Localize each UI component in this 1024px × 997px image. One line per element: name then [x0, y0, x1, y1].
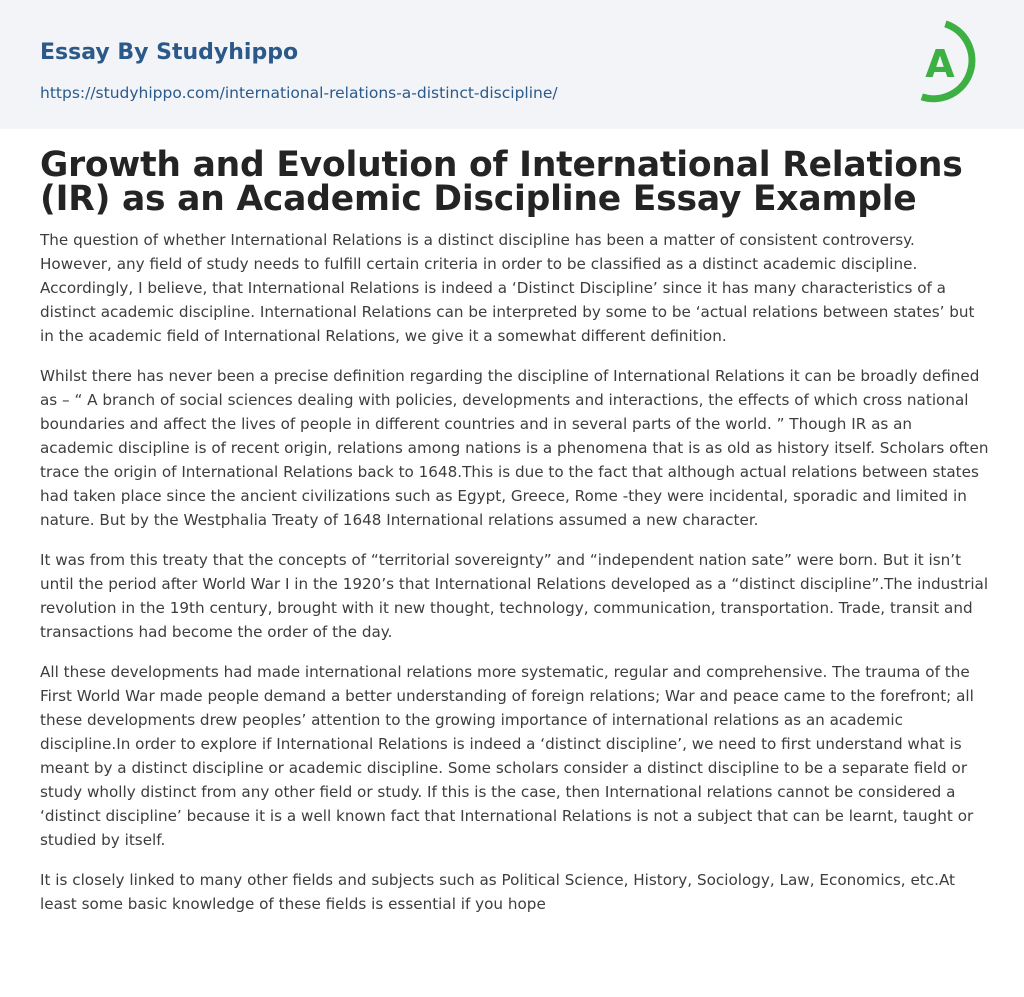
- article-paragraph-5: It is closely linked to many other fields and subjects such as Political Science, History, Sociology, Law, Economics, etc.At least some basic knowledge of these fields is essential if you hope: [40, 871, 956, 913]
- article-paragraph-4: All these developments had made international relations more systematic, regular and comprehensive. The trauma of the First World War made people demand a better understanding of foreign relations; War and peace came to the forefront; all these developments drew peoples’ attention to the growing importance of international relations as an academic discipline.In order to explore if International Relations is indeed a ‘distinct discipline’, we need to first understand what is meant by a distinct discipline or academic discipline. Some scholars consider a distinct discipline to be a separate field or study wholly distinct from any other field or study. If this is the case, then International relations cannot be considered a ‘distinct discipline’ because it is a well known fact that International Relations is not a subject that can be learnt, taught or studied by itself.: [40, 663, 974, 849]
- article-paragraph-2: Whilst there has never been a precise definition regarding the discipline of International Relations it can be broadly defined as – “ A branch of social sciences dealing with policies, developments and interactions, the effects of which cross national boundaries and affect the lives of people in different countries and in several parts of the world. ” Though IR as an academic discipline is of recent origin, relations among nations is a phenomena that is as old as history itself. Scholars often trace the origin of International Relations back to 1648.This is due to the fact that although actual relations between states had taken place since the ancient civilizations such as Egypt, Greece, Rome -they were incidental, sporadic and limited in nature. But by the Westphalia Treaty of 1648 International relations assumed a new character.: [40, 367, 989, 529]
- article-paragraph-3: It was from this treaty that the concepts of “territorial sovereignty” and “independent nation sate” were born. But it isn’t until the period after World War I in the 1920’s that International Relations developed as a “distinct discipline”.The industrial revolution in the 19th century, brought with it new thought, technology, communication, transportation. Trade, transit and transactions had become the order of the day.: [40, 551, 989, 641]
- article-url-link[interactable]: https://studyhippo.com/international-relations-a-distinct-discipline/: [40, 84, 558, 102]
- logo-letter: A: [925, 42, 955, 86]
- site-logo-icon[interactable]: [912, 20, 986, 106]
- site-brand[interactable]: Essay By Studyhippo: [40, 40, 299, 65]
- article-body: [40, 228, 990, 932]
- article-paragraph-1: The question of whether International Relations is a distinct discipline has been a matter of consistent controversy. However, any field of study needs to fulfill certain criteria in order to be classified as a distinct academic discipline. Accordingly, I believe, that International Relations is indeed a ‘Distinct Discipline’ since it has many characteristics of a distinct academic discipline. International Relations can be interpreted by some to be ‘actual relations between states’ but in the academic field of International Relations, we give it a somewhat different definition.: [40, 231, 975, 345]
- site-header: [0, 0, 1024, 129]
- article-title: Growth and Evolution of International Relations (IR) as an Academic Discipline Essay Example: [40, 145, 963, 219]
